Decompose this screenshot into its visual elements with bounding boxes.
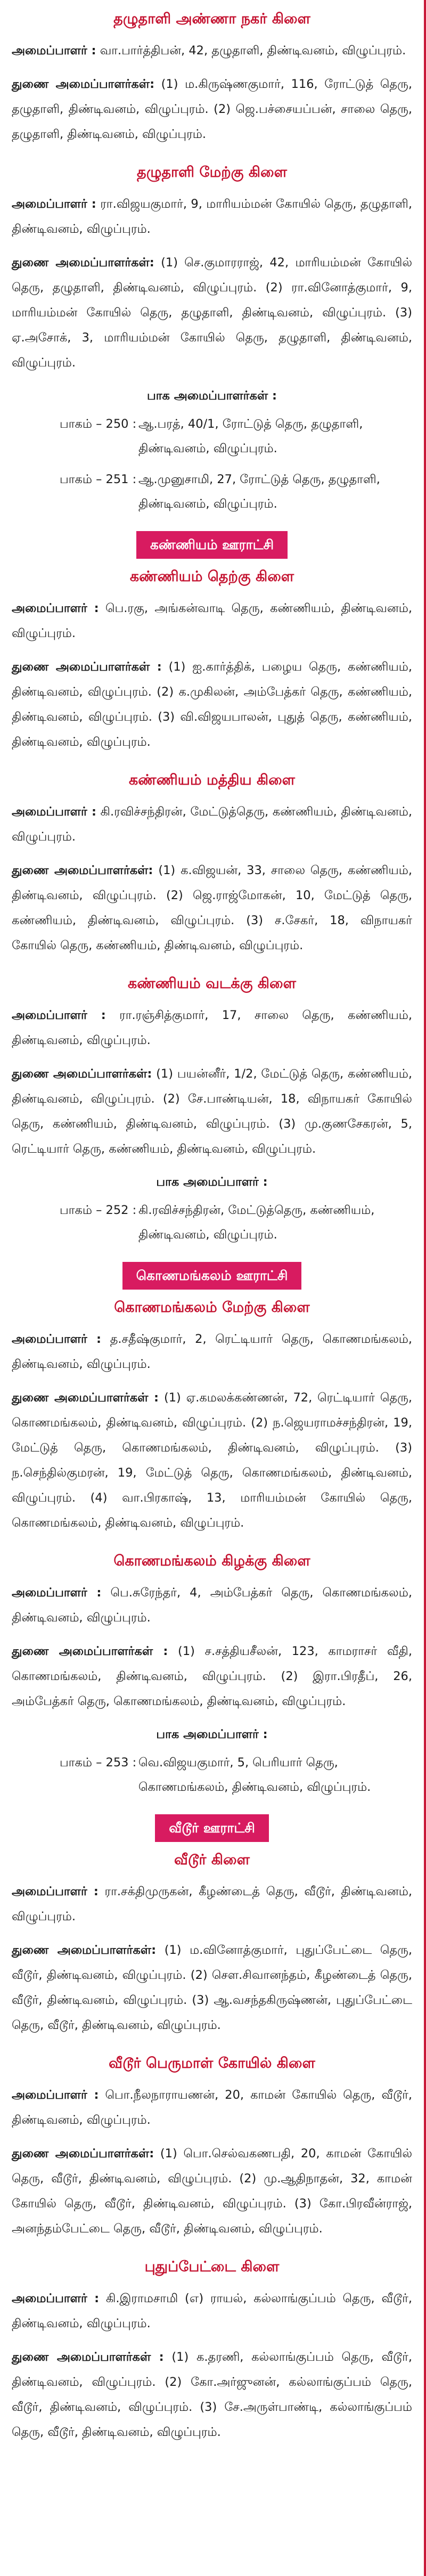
branch-title: புதுப்பேட்டை கிளை [144, 2259, 280, 2275]
role-label: அமைப்பாளர் : [12, 805, 96, 819]
bagam-block [12, 1170, 412, 1247]
member-details: பொ.நீலநாராயணன், 20, காமன் கோயில் தெரு, வீடூர், திண்டிவனம், விழுப்புரம். [12, 2088, 412, 2127]
bagam-heading: பாக அமைப்பாளர் : [156, 1175, 268, 1189]
bagam-details: ஆ.பரத், 40/1, ரோட்டுத் தெரு, தழுதாளி, திண்டிவனம், விழுப்புரம். [138, 417, 363, 455]
bagam-row [12, 1198, 412, 1247]
member-paragraph [12, 596, 412, 646]
member-details: ரா.சக்திமுருகன், கீழண்டைத் தெரு, வீடூர், திண்டிவனம், விழுப்புரம். [12, 1885, 412, 1923]
role-label: துணை அமைப்பாளர்கள்: [12, 1067, 152, 1081]
member-paragraph [12, 800, 412, 850]
role-label: அமைப்பாளர் : [12, 1586, 102, 1600]
branch-title: தழுதாளி மேற்கு கிளை [137, 164, 287, 181]
member-details: கி.ரவிச்சந்திரன், மேட்டுத்தெரு, கண்ணியம், திண்டிவனம், விழுப்புரம். [12, 805, 412, 844]
member-details: பெ.ரகு, அங்கன்வாடி தெரு, கண்ணியம், திண்டிவனம், விழுப்புரம். [12, 601, 412, 640]
member-paragraph [12, 192, 412, 242]
member-paragraph [12, 1385, 412, 1536]
role-label: துணை அமைப்பாளர்கள்: [12, 863, 153, 877]
role-label: அமைப்பாளர் : [12, 44, 96, 58]
branch-title: தழுதாளி அண்ணா நகர் கிளை [113, 11, 310, 27]
member-details: வா.பார்த்திபன், 42, தழுதாளி, திண்டிவனம், விழுப்புரம். [100, 44, 406, 58]
role-label: துணை அமைப்பாளர்கள் : [12, 1391, 159, 1405]
member-paragraph [12, 1062, 412, 1162]
role-label: அமைப்பாளர் : [12, 197, 96, 211]
branch-title: வீடூர் கிளை [174, 1852, 250, 1868]
member-paragraph [12, 1938, 412, 2038]
bagam-block [12, 384, 412, 516]
panchayat-name: கண்ணியம் ஊராட்சி [136, 531, 288, 559]
branch-title: கொணமங்கலம் மேற்கு கிளை [114, 1299, 310, 1316]
member-details: கி.இராமசாமி (எ) ராயல், கல்லாங்குப்பம் தெரு, வீடூர், திண்டிவனம், விழுப்புரம். [12, 2292, 412, 2330]
member-paragraph [12, 655, 412, 755]
role-label: அமைப்பாளர் : [12, 2292, 100, 2305]
member-paragraph [12, 2345, 412, 2445]
member-details: (1) பயன்னீர், 1/2, மேட்டுத் தெரு, கண்ணியம், திண்டிவனம், விழுப்புரம். (2) சே.பாண்டியன், 18, விநாயகர் கோயில் தெரு, கண்ணியம், திண்டிவனம், விழுப்புரம். (3) மு.குணசேகரன், 5, ரெட்டியார் தெரு, கண்ணியம், திண்டிவனம், விழுப்புரம். [12, 1067, 412, 1156]
member-details: ரா.ரஞ்சித்குமார், 17, சாலை தெரு, கண்ணியம், திண்டிவனம், விழுப்புரம். [12, 1008, 412, 1047]
branch-section [12, 566, 412, 755]
member-details: (1) ச.சத்தியசீலன், 123, காமராசர் வீதி, கொணமங்கலம், திண்டிவனம், விழுப்புரம். (2) இரா.பிரதீப், 26, அம்பேத்கர் தெரு, கொணமங்கலம், திண்டிவனம், விழுப்புரம். [12, 1644, 412, 1708]
role-label: அமைப்பாளர் : [12, 1332, 102, 1346]
branch-section [12, 1297, 412, 1536]
member-details: (1) க.விஜயன், 33, சாலை தெரு, கண்ணியம், திண்டிவனம், விழுப்புரம். (2) ஜெ.ராஜ்மோகன், 10, மேட்டுத் தெரு, கண்ணியம், திண்டிவனம், விழுப்புரம். (3) ச.சேகர், 18, விநாயகர் கோயில் தெரு, கண்ணியம், திண்டிவனம், விழுப்புரம். [12, 863, 412, 952]
member-paragraph [12, 1580, 412, 1631]
member-paragraph [12, 858, 412, 958]
bagam-number: பாகம் – 253 : [60, 1756, 137, 1770]
role-label: துணை அமைப்பாளர்கள்: [12, 77, 155, 91]
member-paragraph [12, 2141, 412, 2241]
member-details: ரா.விஜயகுமார், 9, மாரியம்மன் கோயில் தெரு, தழுதாளி, திண்டிவனம், விழுப்புரம். [12, 197, 412, 236]
branch-section [12, 1551, 412, 1799]
member-details: (1) ம.வினோத்குமார், புதுப்பேட்டை தெரு, வீடூர், திண்டிவனம், விழுப்புரம். (2) சௌ.சிவானந்தம், கீழண்டைத் தெரு, வீடூர், திண்டிவனம், விழுப்புரம். (3) ஆ.வசந்தகிருஷ்ணன், புதுப்பேட்டை தெரு, வீடூர், திண்டிவனம், விழுப்புரம். [12, 1943, 412, 2032]
role-label: அமைப்பாளர் : [12, 601, 99, 615]
branch-section [12, 1849, 412, 2038]
role-label: துணை அமைப்பாளர்கள்: [12, 1943, 157, 1957]
member-details: (1) க.தரணி, கல்லாங்குப்பம் தெரு, வீடூர், திண்டிவனம், விழுப்புரம். (2) கோ.அர்ஜுனன், கல்லாங்குப்பம் தெரு, வீடூர், திண்டிவனம், விழுப்புரம். (3) சே.அருள்பாண்டி, கல்லாங்குப்பம் தெரு, வீடூர், திண்டிவனம், விழுப்புரம். [12, 2350, 412, 2439]
member-paragraph [12, 2083, 412, 2133]
role-label: துணை அமைப்பாளர்கள்: [12, 2147, 154, 2161]
bagam-heading: பாக அமைப்பாளர்கள் : [147, 389, 277, 403]
panchayat-banner [12, 1814, 412, 1842]
branch-section [12, 9, 412, 147]
branch-title: வீடூர் பெருமாள் கோயில் கிளை [109, 2055, 315, 2072]
role-label: அமைப்பாளர் : [12, 2088, 99, 2102]
bagam-block [12, 1723, 412, 1799]
bagam-number: பாகம் – 250 : [60, 417, 137, 431]
branch-title: கண்ணியம் மத்திய கிளை [128, 772, 296, 788]
branch-title: கண்ணியம் வடக்கு கிளை [128, 975, 296, 992]
member-details: பெ.சுரேந்தர், 4, அம்பேத்கர் தெரு, கொணமங்கலம், திண்டிவனம், விழுப்புரம். [12, 1586, 412, 1625]
member-paragraph [12, 2286, 412, 2336]
member-details: (1) செ.குமாரராஜ், 42, மாரியம்மன் கோயில் தெரு, தழுதாளி, திண்டிவனம், விழுப்புரம். (2) ரா.வினோத்குமார், 9, மாரியம்மன் கோயில் தெரு, தழுதாளி, திண்டிவனம், விழுப்புரம். (3) ஏ.அசோக், 3, மாரியம்மன் கோயில் தெரு, தழுதாளி, திண்டிவனம், விழுப்புரம். [12, 256, 413, 370]
bagam-details: வெ.விஜயகுமார், 5, பெரியார் தெரு, கொணமங்கலம், திண்டிவனம், விழுப்புரம். [138, 1756, 371, 1794]
branch-section [12, 2256, 412, 2445]
member-paragraph [12, 1879, 412, 1929]
role-label: துணை அமைப்பாளர்கள் : [12, 1644, 168, 1658]
branch-section [12, 770, 412, 958]
bagam-details: ஆ.முனுசாமி, 27, ரோட்டுத் தெரு, தழுதாளி, திண்டிவனம், விழுப்புரம். [138, 472, 380, 511]
panchayat-name: கொணமங்கலம் ஊராட்சி [122, 1262, 302, 1290]
role-label: அமைப்பாளர் : [12, 1008, 106, 1022]
branch-title: கொணமங்கலம் கிழக்கு கிளை [113, 1553, 310, 1569]
role-label: அமைப்பாளர் : [12, 1885, 99, 1898]
bagam-number: பாகம் – 252 : [60, 1203, 137, 1217]
panchayat-banner [12, 531, 412, 559]
bagam-details: கி.ரவிச்சந்திரன், மேட்டுத்தெரு, கண்ணியம், திண்டிவனம், விழுப்புரம். [138, 1203, 375, 1242]
role-label: துணை அமைப்பாளர்கள் : [12, 2350, 164, 2364]
member-paragraph [12, 1003, 412, 1053]
panchayat-name: வீடூர் ஊராட்சி [155, 1814, 269, 1842]
branch-section [12, 162, 412, 516]
member-paragraph [12, 1327, 412, 1377]
member-paragraph [12, 72, 412, 147]
role-label: துணை அமைப்பாளர்கள்: [12, 256, 154, 270]
member-paragraph [12, 38, 412, 63]
bagam-heading: பாக அமைப்பாளர் : [156, 1727, 268, 1741]
bagam-row [12, 1750, 412, 1799]
branch-title: கண்ணியம் தெற்கு கிளை [129, 568, 294, 585]
member-paragraph [12, 250, 412, 376]
bagam-row [12, 412, 412, 461]
member-paragraph [12, 1639, 412, 1714]
panchayat-banner [12, 1262, 412, 1290]
branch-section [12, 2053, 412, 2241]
member-details: (1) ஏ.கமலக்கண்ணன், 72, ரெட்டியார் தெரு, கொணமங்கலம், திண்டிவனம், விழுப்புரம். (2) ந.ஜெயராமச்சந்திரன், 19, மேட்டுத் தெரு, கொணமங்கலம், திண்டிவனம், விழுப்புரம். (3) ந.செந்தில்குமரன், 19, மேட்டுத் தெரு, கொணமங்கலம், திண்டிவனம், விழுப்புரம். (4) வா.பிரகாஷ், 13, மாரியம்மன் கோயில் தெரு, கொணமங்கலம், திண்டிவனம், விழுப்புரம். [12, 1391, 413, 1530]
member-details: (1) ஐ.கார்த்திக், பழைய தெரு, கண்ணியம், திண்டிவனம், விழுப்புரம். (2) க.முகிலன், அம்பேத்கர் தெரு, கண்ணியம், திண்டிவனம், விழுப்புரம். (3) வி.விஜயபாலன், புதுத் தெரு, கண்ணியம், திண்டிவனம், விழுப்புரம். [12, 660, 413, 749]
branch-section [12, 973, 412, 1247]
member-details: (1) பொ.செல்வகணபதி, 20, காமன் கோயில் தெரு, வீடூர், திண்டிவனம், விழுப்புரம். (2) மு.ஆதிநாதன், 32, காமன் கோயில் தெரு, வீடூர், திண்டிவனம், விழுப்புரம். (3) கோ.பிரவீன்ராஜ், அனந்தம்பேட்டை தெரு, வீடூர், திண்டிவனம், விழுப்புரம். [12, 2147, 412, 2236]
bagam-number: பாகம் – 251 : [60, 472, 137, 486]
bagam-row [12, 467, 412, 516]
member-details: த.சதீஷ்குமார், 2, ரெட்டியார் தெரு, கொணமங்கலம், திண்டிவனம், விழுப்புரம். [12, 1332, 413, 1371]
role-label: துணை அமைப்பாளர்கள் : [12, 660, 162, 674]
member-details: (1) ம.கிருஷ்ணகுமார், 116, ரோட்டுத் தெரு, தழுதாளி, திண்டிவனம், விழுப்புரம். (2) ஜெ.பச்சையப்பன், சாலை தெரு, தழுதாளி, திண்டிவனம், விழுப்புரம். [12, 77, 412, 141]
